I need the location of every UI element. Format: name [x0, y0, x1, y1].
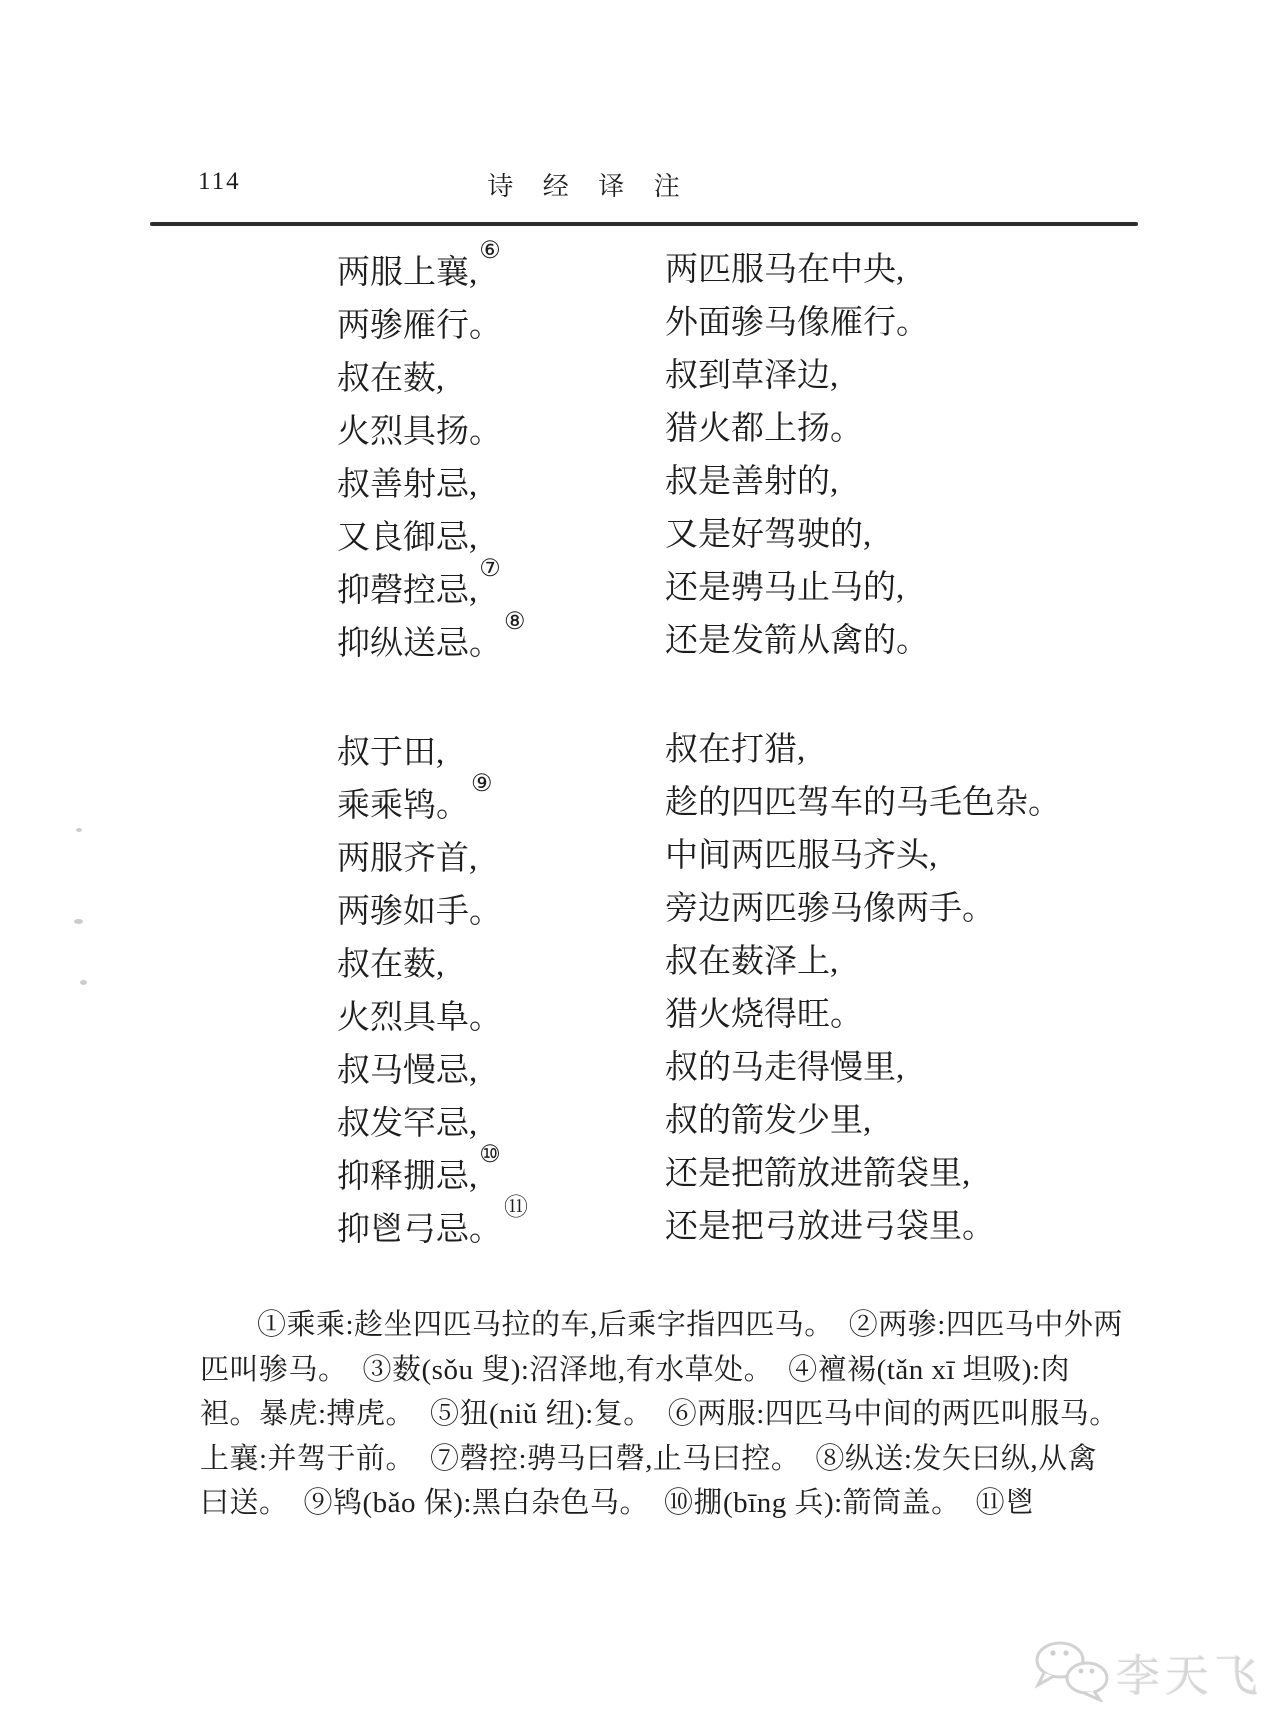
poem-translation-text: 猎火都上扬。 [665, 411, 863, 447]
poem-original-text: 火烈具扬。 [337, 413, 502, 450]
footnote-ref: ⑧ [504, 608, 526, 635]
header-rule [150, 222, 1138, 226]
poem-translation-text: 外面骖马像雁行。 [665, 305, 929, 341]
footnote-ref: ⑪ [504, 1194, 528, 1221]
poem-original-text: 抑纵送忌。 [337, 625, 502, 662]
poem-original-text: 抑释掤忌, [337, 1158, 478, 1195]
poem-translation-text: 猎火烧得旺。 [665, 997, 863, 1033]
page-number: 114 [198, 168, 241, 195]
poem-original-text: 叔在薮, [337, 360, 445, 397]
poem-line [337, 509, 929, 562]
poem-translation-text: 还是把箭放进箭袋里, [665, 1156, 971, 1192]
poem-original-text: 抑鬯弓忌。 [337, 1211, 502, 1248]
footnote-ref: ⑥ [479, 237, 501, 264]
wechat-icon [1030, 1638, 1114, 1707]
poem-translation-text: 叔到草泽边, [665, 358, 839, 394]
poem-line [337, 350, 929, 403]
footnote-line: ①乘乘:趁坐四匹马拉的车,后乘字指四匹马。 ②两骖:四匹马中外两 [257, 1309, 1123, 1341]
poem-original-text: 叔善射忌, [337, 466, 478, 503]
footnote-line: 袒。暴虎:搏虎。 ⑤狃(niǔ 纽):复。 ⑥两服:四匹马中间的两匹叫服马。 [200, 1398, 1119, 1430]
poem-line [337, 1042, 1061, 1095]
watermark-text: 李天飞 [1116, 1652, 1263, 1701]
poem-translation-text: 叔的马走得慢里, [665, 1050, 905, 1086]
watermark [1030, 1636, 1263, 1706]
poem-translation-text: 旁边两匹骖马像两手。 [665, 891, 995, 927]
poem-translation-text: 还是发箭从禽的。 [665, 623, 929, 659]
poem-original-text: 叔发罕忌, [337, 1105, 478, 1142]
poem-translation-text: 趁的四匹驾车的马毛色杂。 [665, 785, 1061, 821]
footnote-line: 上襄:并驾于前。 ⑦磬控:骋马曰磬,止马曰控。 ⑧纵送:发矢曰纵,从禽 [200, 1442, 1098, 1475]
poem-original-text: 两服上襄, [337, 254, 478, 291]
poem-translation-text: 中间两匹服马齐头, [665, 838, 938, 874]
poem-original-text: 乘乘鸨。 [337, 787, 469, 824]
book-title: 诗 经 译 注 [487, 172, 683, 201]
poem-line [337, 297, 929, 350]
poem-original-text: 叔马慢忌, [337, 1052, 478, 1089]
poem-original-text: 又良御忌, [337, 519, 478, 556]
poem-original-text: 两服齐首, [337, 840, 478, 877]
poem-line [337, 403, 929, 456]
poem-stanza-2 [337, 724, 1061, 1254]
poem-translation-text: 叔在打猎, [665, 732, 806, 768]
footnote-line: 匹叫骖马。 ③薮(sǒu 叟):沼泽地,有水草处。 ④襢裼(tǎn xī 坦吸):肉 [200, 1353, 1071, 1386]
poem-line [337, 989, 1061, 1042]
poem-translation-text: 还是把弓放进弓袋里。 [665, 1209, 995, 1245]
poem-translation-text: 两匹服马在中央, [665, 252, 905, 288]
poem-line [337, 1095, 1061, 1148]
poem-line [337, 830, 1061, 883]
poem-line [337, 237, 929, 297]
footnote-line: 曰送。 ⑨鸨(bǎo 保):黑白杂色马。 ⑩掤(bīng 兵):箭筒盖。 ⑪鬯 [200, 1487, 1035, 1519]
poem-translation-text: 还是骋马止马的, [665, 570, 905, 606]
poem-translation-text: 叔在薮泽上, [665, 944, 839, 980]
poem-translation-text: 叔是善射的, [665, 464, 839, 500]
poem-line [337, 456, 929, 509]
poem-line [337, 1194, 1061, 1254]
poem-line [337, 608, 929, 668]
poem-line [337, 936, 1061, 989]
poem-line [337, 724, 1061, 777]
scan-speck [76, 828, 82, 832]
poem-original-text: 两骖如手。 [337, 893, 502, 930]
poem-line [337, 883, 1061, 936]
poem-translation-text: 叔的箭发少里, [665, 1103, 872, 1139]
poem-original-text: 叔于田, [337, 734, 445, 771]
poem-original-text: 火烈具阜。 [337, 999, 502, 1036]
poem-original-text: 抑磬控忌, [337, 572, 478, 609]
scan-speck [74, 919, 83, 924]
scan-speck [80, 980, 87, 985]
footnotes-block [200, 1303, 1128, 1526]
poem-line [337, 555, 929, 615]
poem-original-text: 两骖雁行。 [337, 307, 502, 344]
poem-original-text: 叔在薮, [337, 946, 445, 983]
poem-translation-text: 又是好驾驶的, [665, 517, 872, 553]
poem-stanza-1 [337, 237, 929, 668]
footnote-ref: ⑦ [479, 555, 501, 582]
poem-line [337, 1141, 1061, 1201]
poem-line [337, 770, 1061, 830]
footnote-ref: ⑩ [479, 1141, 501, 1168]
footnote-ref: ⑨ [471, 770, 493, 797]
